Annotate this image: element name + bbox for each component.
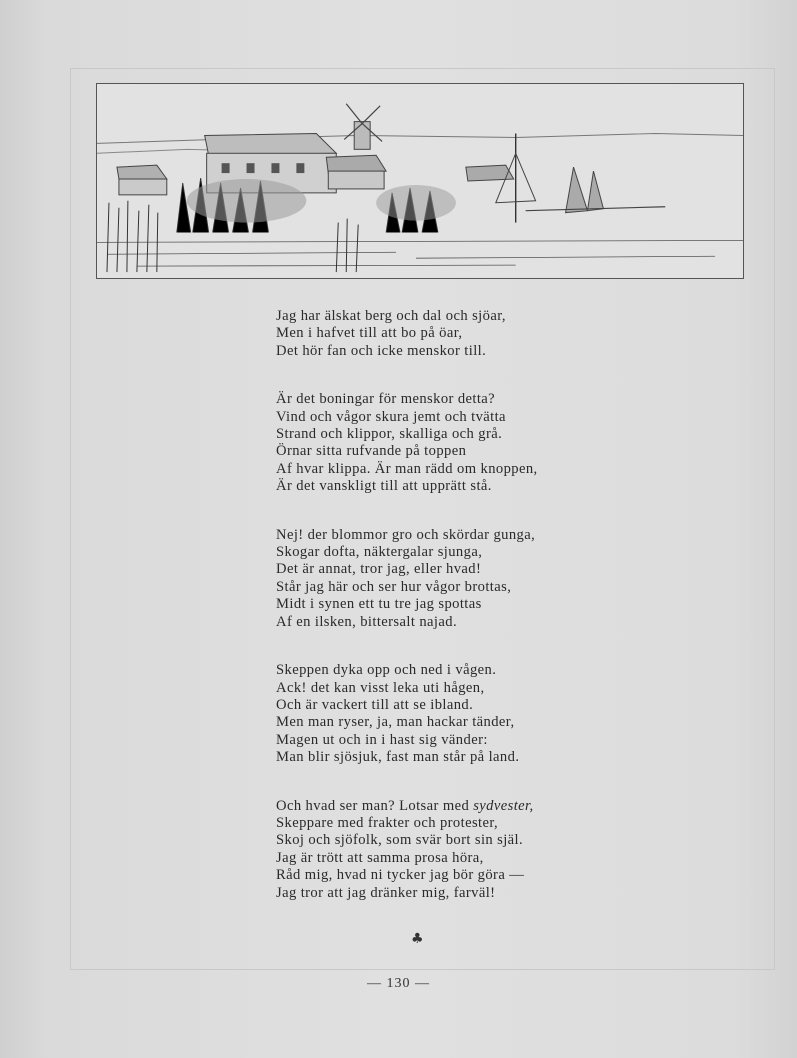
poem-line: Af hvar klippa. Är man rädd om knoppen, (276, 460, 538, 477)
poem-line: Af en ilsken, bittersalt najad. (276, 613, 457, 630)
poem-line: Jag har älskat berg och dal och sjöar, (276, 308, 506, 324)
poem-line: Örnar sitta rufvande på toppen (276, 443, 467, 460)
poem-line: Det är annat, tror jag, eller hvad! (276, 561, 482, 578)
poem-emphasis: sydvester, (473, 797, 534, 814)
poem-line: Man blir sjösjuk, fast man står på land. (276, 749, 520, 766)
poem-line: Vind och vågor skura jemt och tvätta (276, 408, 506, 425)
stanza-5 (276, 798, 616, 902)
poem-line: Är det vanskligt till att upprätt stå. (276, 478, 492, 495)
poem-line: Och är vackert till att se ibland. (276, 696, 474, 713)
fleuron-icon: ♣ (411, 931, 424, 947)
poem-line: Nej! der blommor gro och skördar gunga, (276, 526, 536, 543)
poem-line-text: Och hvad ser man? Lotsar med (276, 797, 470, 814)
poem-line: Men i hafvet till att bo på öar, (276, 325, 463, 342)
stanza-4 (276, 662, 616, 766)
poem (276, 308, 616, 933)
poem-line: Midt i synen ett tu tre jag spottas (276, 596, 482, 613)
poem-line: Strand och klippor, skalliga och grå. (276, 426, 503, 443)
poem-line: Men man ryser, ja, man hackar tänder, (276, 714, 515, 731)
poem-line: Skeppen dyka opp och ned i vågen. (276, 662, 497, 679)
poem-line: Jag tror att jag dränker mig, farväl! (276, 884, 496, 901)
poem-line: Råd mig, hvad ni tycker jag bör göra — (276, 867, 525, 884)
poem-line: Skeppare med frakter och protester, (276, 814, 499, 831)
poem-line: Ack! det kan visst leka uti hågen, (276, 679, 485, 696)
harbor-village-illustration (96, 83, 744, 279)
poem-line: Magen ut och in i hast sig vänder: (276, 731, 488, 748)
poem-line: Är det boningar för menskor detta? (276, 391, 496, 408)
poem-line (276, 798, 616, 815)
stanza-3 (276, 527, 616, 631)
poem-line: Jag är trött att samma prosa höra, (276, 849, 484, 866)
stanza-1 (276, 308, 616, 360)
page-number: — 130 — (367, 976, 430, 991)
poem-line: Det hör fan och icke menskor till. (276, 342, 487, 359)
illustration-drawing (97, 84, 743, 278)
poem-line: Står jag här och ser hur vågor brottas, (276, 578, 512, 595)
poem-line: Skogar dofta, näktergalar sjunga, (276, 544, 483, 561)
stanza-2 (276, 391, 616, 495)
poem-line: Skoj och sjöfolk, som svär bort sin själ. (276, 832, 524, 849)
